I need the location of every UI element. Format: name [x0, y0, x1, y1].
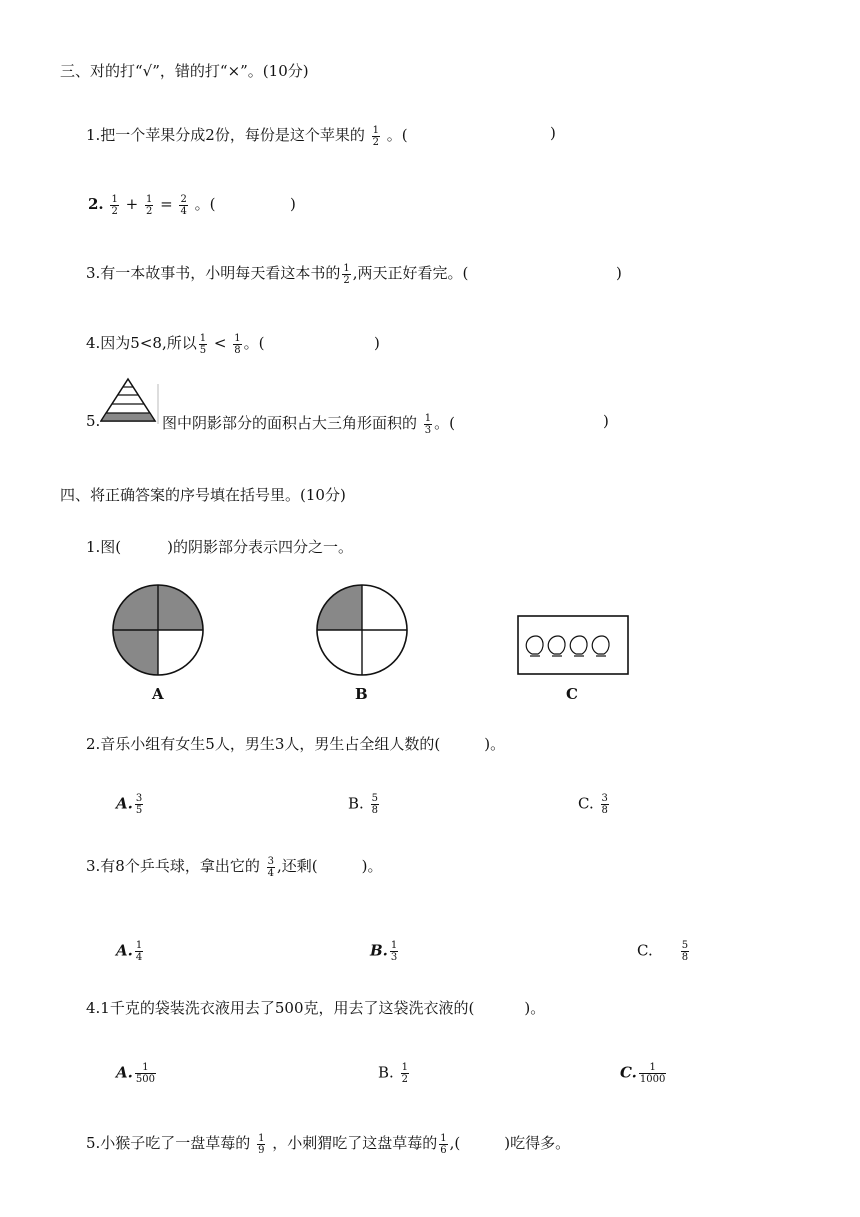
question-text: 1.把一个苹果分成2份，每份是这个苹果的	[86, 126, 365, 144]
fraction: $\frac{1}{3}$	[424, 412, 432, 436]
fraction: $\frac{3}{4}$	[267, 855, 275, 879]
s3-question-4: 4.因为5<8,所以 $\frac{1}{5}$ < $\frac{1}{8}$ 。(	[86, 332, 265, 356]
fraction: $\frac{1}{2}$	[145, 193, 153, 217]
option-c[interactable]: C. $\frac{5}{8}$	[637, 940, 689, 963]
option-a[interactable]: A. $\frac{3}{5}$	[116, 793, 143, 816]
fraction: $\frac{1}{2}$	[343, 262, 350, 286]
answer-paren-close: )	[374, 334, 380, 352]
option-a[interactable]: A. $\frac{1}{500}$	[116, 1062, 155, 1085]
s3-question-5-num: 5.	[86, 412, 101, 430]
fraction: $\frac{5}{8}$	[371, 793, 378, 816]
option-c[interactable]: C. $\frac{1}{1000}$	[620, 1062, 666, 1085]
fraction: $\frac{1}{500}$	[135, 1062, 155, 1085]
s3-question-5: 图中阴影部分的面积占大三角形面积的 $\frac{1}{3}$ 。(	[162, 412, 456, 436]
fraction: $\frac{1}{9}$	[258, 1132, 265, 1156]
option-b[interactable]: B. $\frac{1}{3}$	[370, 940, 398, 963]
answer-paren-close: )	[616, 264, 622, 282]
s3-question-2: 2. $\frac{1}{2}$ + $\frac{1}{2}$ = $\frac{2}{4}$ 。(	[88, 193, 216, 217]
fraction: $\frac{3}{5}$	[135, 793, 143, 816]
fraction: $\frac{1}{2}$	[401, 1062, 408, 1085]
option-c[interactable]: C. $\frac{3}{8}$	[578, 793, 608, 816]
s4-question-3: 3.有8个乒乓球，拿出它的 $\frac{3}{4}$ ,还剩( )。	[86, 855, 383, 879]
s3-question-3: 3.有一本故事书，小明每天看这本书的 $\frac{1}{2}$ ,两天正好看完。(	[86, 262, 469, 286]
answer-paren-close: )	[603, 412, 609, 430]
fraction: $\frac{1}{4}$	[135, 940, 143, 963]
fraction: $\frac{1}{8}$	[234, 332, 241, 356]
strawberry-box-figure	[516, 614, 631, 676]
circle-figure-b	[312, 583, 412, 677]
figure-label-b: B	[355, 685, 368, 703]
s4-question-1: 1.图( )的阴影部分表示四分之一。	[86, 538, 354, 556]
s4-question-4: 4.1千克的袋装洗衣液用去了500克，用去了这袋洗衣液的( )。	[86, 999, 546, 1017]
option-a[interactable]: A. $\frac{1}{4}$	[116, 940, 143, 963]
section-4-title: 四、将正确答案的序号填在括号里。(10分)	[60, 486, 346, 504]
fraction: $\frac{5}{8}$	[681, 940, 689, 963]
section-3-title: 三、对的打“√”，错的打“×”。(10分)	[60, 62, 309, 80]
s4-question-2: 2.音乐小组有女生5人，男生3人，男生占全组人数的( )。	[86, 735, 506, 753]
option-b[interactable]: B. $\frac{1}{2}$	[378, 1062, 408, 1085]
answer-paren-close: )	[550, 124, 556, 142]
s4-question-5: 5.小猴子吃了一盘草莓的 $\frac{1}{9}$ ，小刺猬吃了这盘草莓的 $\frac{1}{6}$ ,( )吃得多。	[86, 1132, 571, 1156]
fraction: $\frac{1}{5}$	[199, 332, 207, 356]
fraction: $\frac{1}{6}$	[440, 1132, 447, 1156]
figure-label-c: C	[566, 685, 578, 703]
fraction: $\frac{1}{2}$	[372, 124, 380, 148]
s3-question-1: 1.把一个苹果分成2份，每份是这个苹果的 $\frac{1}{2}$ 。(	[86, 124, 408, 148]
fraction: $\frac{1}{1000}$	[639, 1062, 666, 1085]
answer-paren-close: )	[290, 195, 296, 213]
fraction: $\frac{1}{2}$	[111, 193, 118, 217]
fraction: $\frac{3}{8}$	[601, 793, 608, 816]
figure-label-a: A	[152, 685, 164, 703]
option-b[interactable]: B. $\frac{5}{8}$	[348, 793, 378, 816]
fraction: $\frac{2}{4}$	[180, 193, 187, 217]
layered-triangle-figure	[100, 376, 160, 430]
fraction: $\frac{1}{3}$	[390, 940, 398, 963]
circle-figure-a	[108, 583, 208, 677]
